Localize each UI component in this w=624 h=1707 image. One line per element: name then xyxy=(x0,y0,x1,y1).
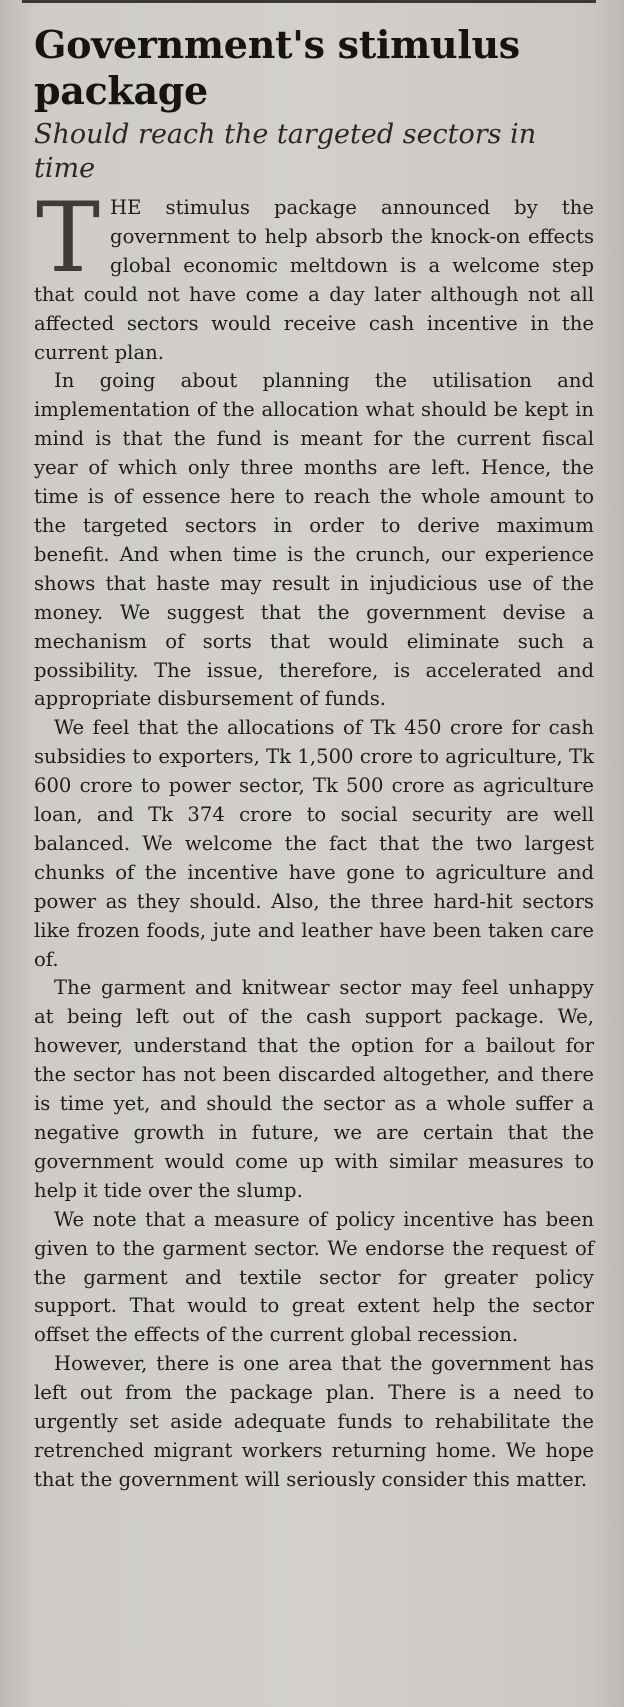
paragraph-3: We feel that the allocations of Tk 450 crore for cash subsidies to exporters, Tk 1,500 crore to agriculture, Tk 600 crore to power sector, Tk 500 crore as agriculture loan, and Tk 374 crore to social security are well balanced. We welcome the fact that the two largest chunks of the incentive have gone to agriculture and power as they should. Also, the three hard-hit sectors like frozen foods, jute and leather have been taken care of. xyxy=(34,716,594,971)
headline: Government's stimulus package xyxy=(34,22,520,113)
paragraph-1 xyxy=(34,182,594,367)
editorial-column xyxy=(34,22,594,1495)
subheadline: Should reach the targeted sectors in time xyxy=(34,119,537,184)
article-body xyxy=(34,182,594,1495)
top-rule xyxy=(22,0,596,3)
drop-cap: T xyxy=(36,182,101,294)
paragraph-2: In going about planning the utilisation and implementation of the allocation what should be kept in mind is that the fund is meant for the current fiscal year of which only three months are left. Hence, the time is of essence here to reach the whole amount to the targeted sectors in order to derive maximum benefit. And when time is the crunch, our experience shows that haste may result in injudicious use of the money. We suggest that the government devise a mechanism of sorts that would eliminate such a possibility. The issue, therefore, is accelerated and appropriate disbursement of funds. xyxy=(34,369,594,711)
paragraph-6: However, there is one area that the government has left out from the package plan. There is a need to urgently set aside adequate funds to rehabilitate the retrenched migrant workers returning home. We hope that the government will seriously consider this matter. xyxy=(34,1352,594,1491)
paragraph-4: The garment and knitwear sector may feel unhappy at being left out of the cash support package. We, however, understand that the option for a bailout for the sector has not been discarded altogether, and there is time yet, and should the sector as a whole suffer a negative growth in future, we are certain that the government would come up with similar measures to help it tide over the slump. xyxy=(34,976,594,1202)
paragraph-5: We note that a measure of policy incentive has been given to the garment sector. We endorse the request of the garment and textile sector for greater policy support. That would to great extent help the sector offset the effects of the current global recession. xyxy=(34,1207,594,1347)
paragraph-1-text: HE stimulus package announced by the government to help absorb the knock-on effects global economic meltdown is a welcome step that could not have come a day later although not all affected sectors would receive cash incentive in the current plan. xyxy=(34,196,594,364)
